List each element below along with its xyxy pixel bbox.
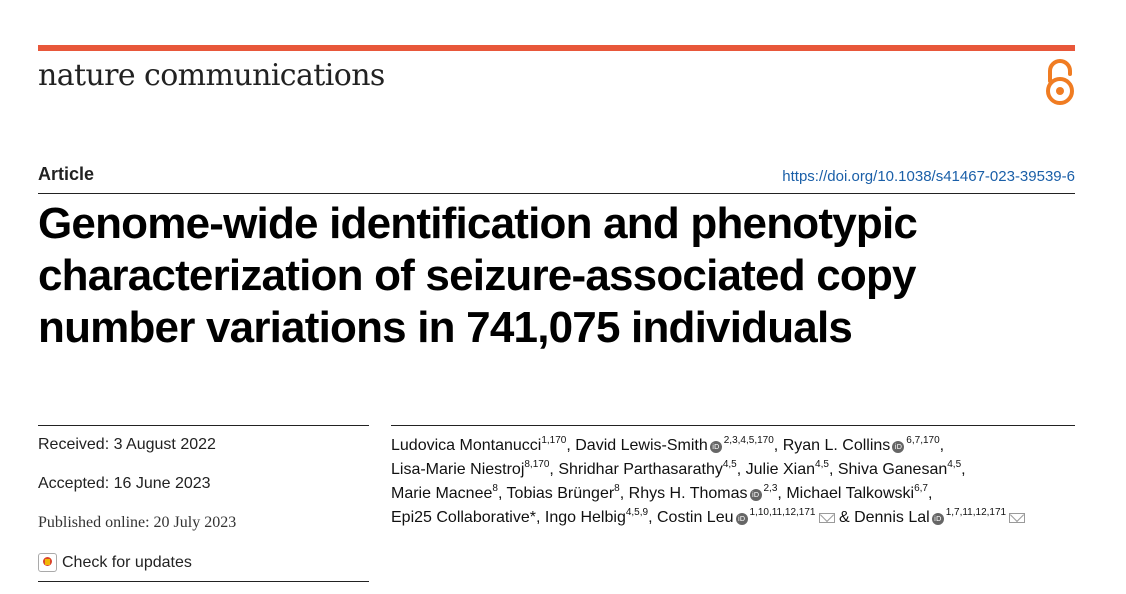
author[interactable] — [544, 506, 653, 526]
affiliation-numbers: 6,7 — [914, 482, 928, 494]
header-divider — [38, 193, 1075, 194]
dates-bottom-divider — [38, 581, 369, 582]
affiliation-numbers: 1,10,11,12,171 — [749, 506, 816, 518]
author-name: Costin Leu — [657, 509, 734, 526]
author-separator: , — [497, 485, 503, 502]
author[interactable] — [786, 482, 933, 502]
author[interactable] — [745, 458, 834, 478]
title-line: number variations in 741,075 individuals — [38, 303, 853, 352]
orcid-icon[interactable]: iD — [892, 441, 904, 453]
affiliation-numbers: 4,5 — [815, 458, 829, 470]
affiliation-numbers: 8 — [614, 482, 620, 494]
accepted-date: Accepted: 16 June 2023 — [38, 475, 211, 492]
published-date: Published online: 20 July 2023 — [38, 514, 237, 531]
crossmark-icon — [38, 553, 57, 572]
affiliation-numbers: 4,5 — [947, 458, 962, 470]
affiliation-numbers: 2,3 — [763, 482, 778, 494]
author[interactable] — [837, 458, 966, 478]
author[interactable] — [575, 434, 779, 454]
email-icon[interactable] — [819, 513, 835, 523]
author-separator: , — [566, 437, 571, 454]
orcid-icon[interactable]: iD — [736, 513, 748, 525]
open-access-icon — [1043, 59, 1077, 107]
author-name: Marie Macnee — [391, 485, 493, 502]
author[interactable] — [657, 506, 850, 526]
author-name: Epi25 Collaborative* — [391, 509, 536, 526]
author-name: David Lewis-Smith — [575, 437, 708, 454]
author-name: Shridhar Parthasarathy — [558, 461, 723, 478]
check-for-updates-label: Check for updates — [62, 553, 192, 571]
author-name: Julie Xian — [745, 461, 816, 478]
received-date: Received: 3 August 2022 — [38, 436, 216, 453]
affiliation-numbers: 8 — [492, 482, 498, 494]
orcid-icon[interactable]: iD — [710, 441, 722, 453]
author-name: Tobias Brünger — [506, 485, 615, 502]
author[interactable] — [391, 434, 571, 454]
author-separator: , — [773, 437, 779, 454]
dates-top-divider — [38, 425, 369, 426]
author-separator: , — [535, 509, 541, 526]
author-name: Ryan L. Collins — [782, 437, 891, 454]
author-separator: , — [619, 485, 625, 502]
author[interactable] — [628, 482, 782, 502]
author-name: Lisa-Marie Niestroj — [391, 461, 525, 478]
affiliation-numbers: 4,5 — [722, 458, 737, 470]
doi-link[interactable]: https://doi.org/10.1038/s41467-023-39539-6 — [782, 168, 1075, 185]
author-separator: , — [648, 509, 653, 526]
author-separator: , — [927, 485, 933, 502]
author-separator: , — [777, 485, 782, 502]
author-separator: , — [549, 461, 554, 478]
author[interactable] — [558, 458, 742, 478]
article-title — [38, 198, 1078, 354]
author-separator: , — [736, 461, 742, 478]
affiliation-numbers: 2,3,4,5,170 — [723, 434, 774, 446]
affiliation-numbers: 1,7,11,12,171 — [945, 506, 1007, 518]
affiliation-numbers: 6,7,170 — [906, 434, 940, 446]
author-separator: , — [939, 437, 945, 454]
author-list — [391, 434, 1081, 530]
author-name: Ingo Helbig — [544, 509, 626, 526]
article-type: Article — [38, 164, 95, 184]
author-separator: , — [961, 461, 966, 478]
author-separator: , — [828, 461, 834, 478]
affiliation-numbers: 1,170 — [541, 434, 567, 446]
author[interactable] — [782, 434, 945, 454]
author-separator: & — [834, 509, 850, 526]
affiliation-numbers: 8,170 — [524, 458, 550, 470]
email-icon[interactable] — [1009, 513, 1025, 523]
journal-color-bar — [38, 45, 1075, 51]
author-name: Dennis Lal — [854, 509, 930, 526]
author-name: Ludovica Montanucci — [391, 437, 542, 454]
affiliation-numbers: 4,5,9 — [625, 506, 649, 518]
author[interactable] — [391, 458, 554, 478]
orcid-icon[interactable]: iD — [750, 489, 762, 501]
author-name: Rhys H. Thomas — [628, 485, 748, 502]
authors-top-divider — [391, 425, 1075, 426]
author[interactable] — [506, 482, 625, 502]
author[interactable] — [854, 506, 1025, 526]
author[interactable] — [391, 509, 540, 526]
author-name: Michael Talkowski — [786, 485, 915, 502]
title-line: Genome-wide identification and phenotypic — [38, 199, 918, 248]
orcid-icon[interactable]: iD — [932, 513, 944, 525]
check-for-updates-button[interactable] — [38, 553, 192, 572]
author[interactable] — [391, 482, 503, 502]
title-line: characterization of seizure-associated copy — [38, 251, 916, 300]
journal-name[interactable]: nature communications — [38, 58, 385, 93]
author-name: Shiva Ganesan — [837, 461, 948, 478]
